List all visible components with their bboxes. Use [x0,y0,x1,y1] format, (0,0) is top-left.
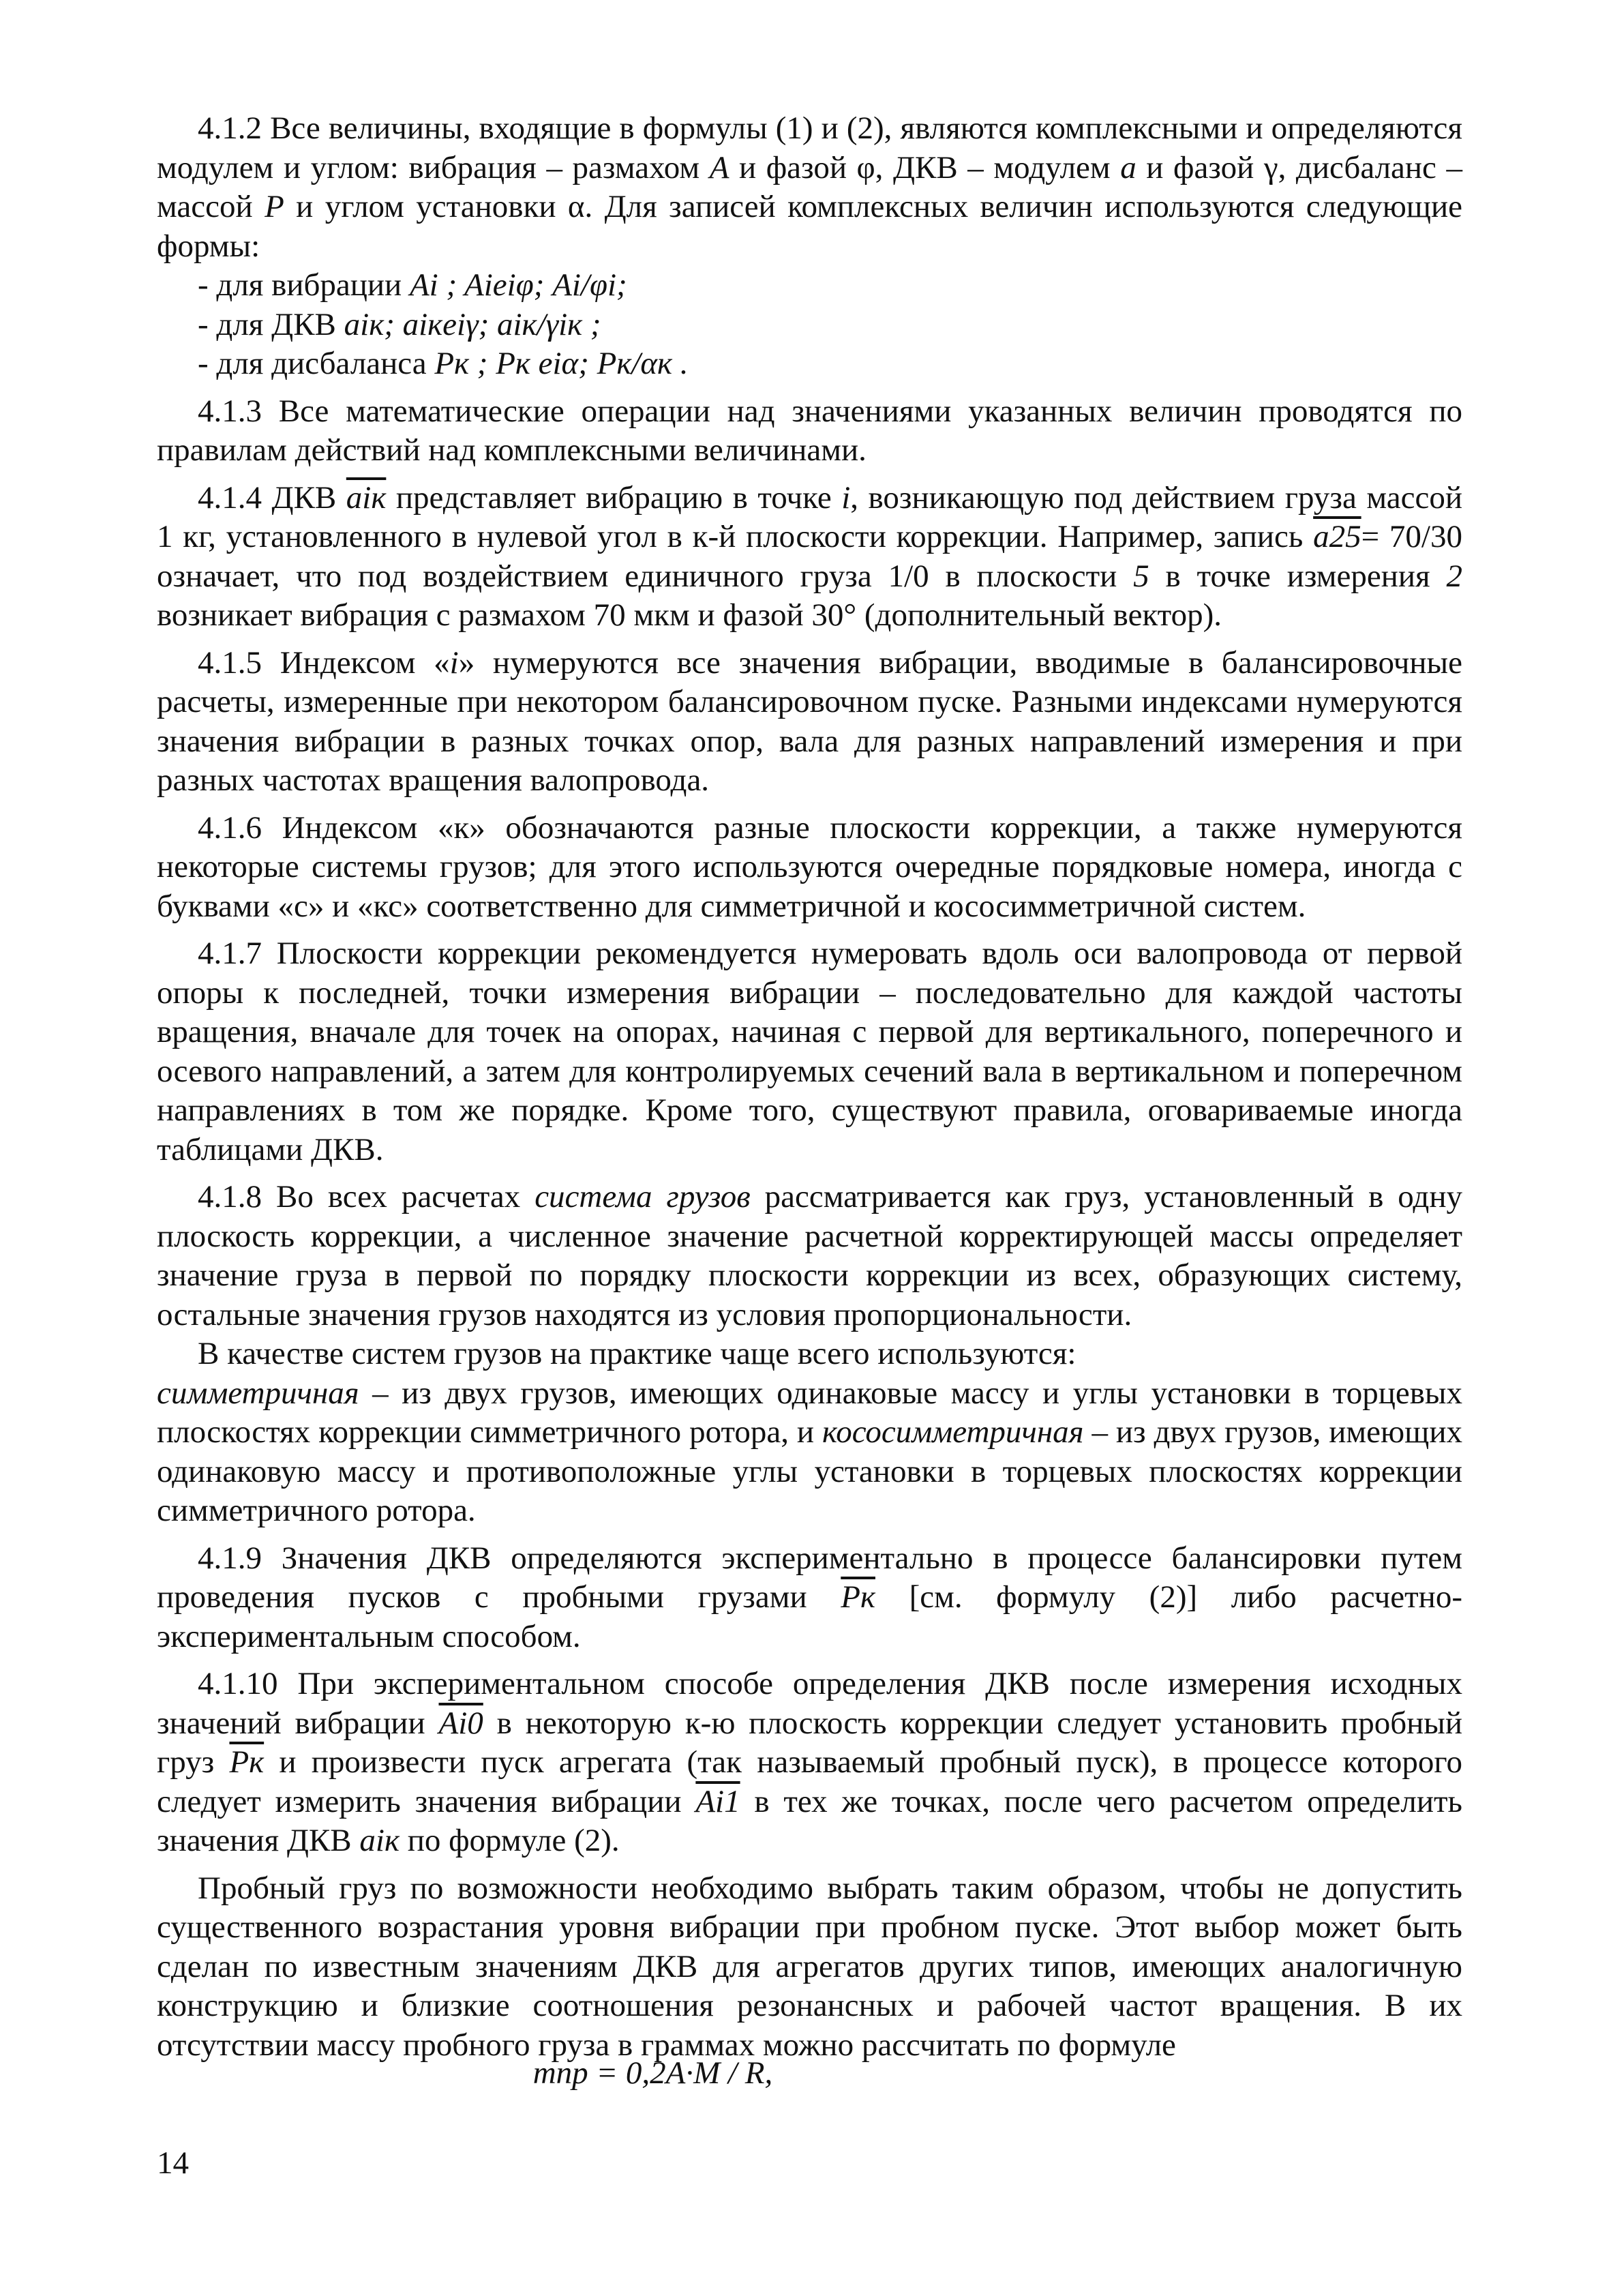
imbalance-forms: Pк ; Pк eiα; Pк/αк . [434,346,689,381]
page-body [157,109,1462,2065]
paragraph-4-1-6: 4.1.6 Индексом «к» обозначаются разные плоскости коррекции, а также нумеруются некоторые системы грузов; для этого используются очередные порядковые номера, иногда с буквами «с» и «кс» соответственно для симметричной и кососимметричной систем. [157,809,1462,924]
trial-weight-formula: mпр = 0,2A·M / R, [532,2055,773,2091]
paragraph-4-1-2: 4.1.2 Все величины, входящие в формулы (1) и (2), являются комплексными и определяются модулем и углом: вибрация – размахом A и фазой φ, ДКВ – модулем a и фазой γ, дисбаланс – массой P и углом установки α. Для записей комплексных величин используются следующие формы: [157,110,1463,264]
vibration-forms: Ai ; Aieiφ; Ai/φi; [409,267,627,303]
paragraph-4-1-10: 4.1.10 При экспериментальном способе определения ДКВ после измерения исходных значений вибрации Ai0 в некоторую к-ю плоскость коррекции следует установить пробный груз Pк и произвести пуск агрегата (так называемый пробный пуск), в процессе которого следует измерить значения вибрации Ai1 в тех же точках, после чего расчетом определить значения ДКВ aiк по формуле (2). [157,1666,1462,1858]
paragraph-4-1-9: 4.1.9 Значения ДКВ определяются экспериментально в процессе балансировки путем проведения пусков с пробными грузами Pк [см. формулу (2)] либо расчетно-экспериментальным способом. [157,1540,1462,1654]
dkv-forms: aiк; aiкeiγ; aiк/γiк ; [344,306,601,342]
paragraph-weight-systems-intro: В качестве систем грузов на практике чаще всего используются: [198,1336,1076,1371]
paragraph-4-1-3: 4.1.3 Все математические операции над значениями указанных величин проводятся по правилам действий над комплексными величинами. [157,393,1462,468]
form-imbalance: - для дисбаланса Pк ; Pк eiα; Pк/αк . [198,346,689,381]
paragraph-4-1-4: 4.1.4 ДКВ aiк представляет вибрацию в точке i, возникающую под действием груза массой 1 кг, установленного в нулевой угол в к-й плоскости коррекции. Например, запись a25= 70/30 означает, что под воздействием единичного груза 1/0 в плоскости 5 в точке измерения 2 возникает вибрация с размахом 70 мкм и фазой 30° (дополнительный вектор). [157,479,1463,633]
form-dkv: - для ДКВ aiк; aiкeiγ; aiк/γiк ; [198,306,601,342]
paragraph-4-1-5: 4.1.5 Индексом «i» нумеруются все значения вибрации, вводимые в балансировочные расчеты, измеренные при некотором балансировочном пуске. Разными индексами нумеруются значения вибрации в разных точках опор, вала для разных направлений измерения и при разных частотах вращения валопровода. [157,644,1462,798]
form-vibration: - для вибрации Ai ; Aieiφ; Ai/φi; [198,267,627,303]
paragraph-trial-weight: Пробный груз по возможности необходимо выбрать таким образом, чтобы не допустить существенного возрастания уровня вибрации при пробном пуске. Этот выбор может быть сделан по известным значениям ДКВ для агрегатов других типов, имеющих аналогичную конструкцию и близкие соотношения резонансных и рабочей частот вращения. В их отсутствии массу пробного груза в граммах можно рассчитать по формуле [157,1870,1462,2063]
paragraph-4-1-7: 4.1.7 Плоскости коррекции рекомендуется нумеровать вдоль оси валопровода от первой опоры к последней, точки измерения вибрации – последовательно для каждой частоты вращения, вначале для точек на опорах, начиная с первой для вертикального, поперечного и осевого направлений, а затем для контролируемых сечений вала в вертикальном и поперечном направлениях в том же порядке. Кроме того, существуют правила, оговариваемые иногда таблицами ДКВ. [157,936,1462,1167]
paragraph-weight-systems: симметричная – из двух грузов, имеющих одинаковые массу и углы установки в торцевых плоскостях коррекции симметричного ротора, и кососимметричная – из двух грузов, имеющих одинаковую массу и противоположные углы установки в торцевых плоскостях коррекции симметричного ротора. [157,1375,1462,1528]
paragraph-4-1-8: 4.1.8 Во всех расчетах система грузов рассматривается как груз, установленный в одну плоскость коррекции, а численное значение расчетной корректирующей массы определяет значение груза в первой по порядку плоскости коррекции из всех, образующих систему, остальные значения грузов находятся из условия пропорциональности. [157,1179,1462,1332]
page-number: 14 [157,2145,189,2181]
